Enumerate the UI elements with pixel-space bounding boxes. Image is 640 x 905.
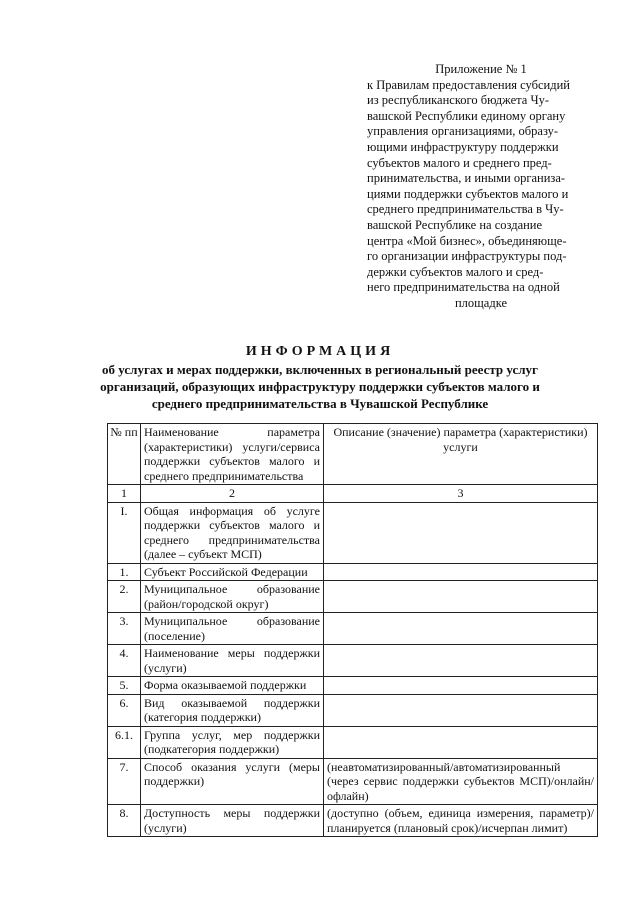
row-param: Доступность меры поддержки (услуги) [141,805,324,837]
col-number: 3 [324,485,598,503]
table-row [108,726,598,758]
header-desc: Описание (значение) параметра (характеристики) услуги [324,424,598,485]
document-title [100,343,540,412]
appendix-line: него предпринимательства на одной [367,280,560,295]
appendix-line: вашской Республике на создание [367,217,543,232]
header-param: Наименование параметра (характеристики) услуги/сервиса поддержки субъектов малого и среднего предпринимательства [141,424,324,485]
appendix-line: принимательства, и иными организа- [367,171,566,186]
appendix-line: из республиканского бюджета Чу- [367,93,549,108]
appendix-text [367,78,595,296]
row-desc [324,502,598,563]
appendix-line: циями поддержки субъектов малого и [367,186,569,201]
table-row [108,645,598,677]
table-row [108,502,598,563]
row-num: 5. [108,677,141,695]
row-desc [324,613,598,645]
table-row [108,805,598,837]
header-num: № пп [108,424,141,485]
row-num: 7. [108,758,141,805]
appendix-line: вашской Республики единому органу [367,108,566,123]
row-param: Муниципальное образование (район/городской округ) [141,581,324,613]
appendix-line: ющими инфраструктуру поддержки [367,139,559,154]
row-num: 1. [108,563,141,581]
row-desc [324,677,598,695]
appendix-block [367,62,595,312]
table-row [108,563,598,581]
row-num: 3. [108,613,141,645]
title-line: организаций, образующих инфраструктуру поддержки субъектов малого и [100,379,540,394]
row-num: 6. [108,694,141,726]
table-row [108,581,598,613]
row-desc [324,726,598,758]
row-desc [324,694,598,726]
title-line: среднего предпринимательства в Чувашской Республике [151,396,489,411]
title-main: ИНФОРМАЦИЯ [245,344,395,359]
row-desc: (неавтоматизированный/автоматизированный (через сервис поддержки субъектов МСП)/онлайн/офлайн) [324,758,598,805]
row-param: Муниципальное образование (поселение) [141,613,324,645]
row-num: 8. [108,805,141,837]
column-number-row [108,485,598,503]
appendix-line: держки субъектов малого и сред- [367,264,544,279]
appendix-line: управления организациями, образу- [367,124,559,139]
appendix-line: субъектов малого и среднего пред- [367,155,552,170]
row-num: 4. [108,645,141,677]
table-row [108,677,598,695]
row-num: 2. [108,581,141,613]
appendix-line: к Правилам предоставления субсидий [367,77,570,92]
info-table [107,423,598,837]
title-line: об услугах и мерах поддержки, включенных в региональный реестр услуг [102,362,538,377]
row-param: Общая информация об услуге поддержки субъектов малого и среднего предпринимательства (далее – субъект МСП) [141,502,324,563]
col-number: 2 [141,485,324,503]
row-num: I. [108,502,141,563]
appendix-number: Приложение № 1 [435,62,527,76]
row-param: Способ оказания услуги (меры поддержки) [141,758,324,805]
col-number: 1 [108,485,141,503]
row-param: Группа услуг, мер поддержки (подкатегория поддержки) [141,726,324,758]
row-desc: (доступно (объем, единица измерения, параметр)/планируется (плановый срок)/исчерпан лимит) [324,805,598,837]
row-param: Вид оказываемой поддержки (категория поддержки) [141,694,324,726]
appendix-line: го организации инфраструктуры под- [367,249,567,264]
appendix-line: центра «Мой бизнес», объединяюще- [367,233,567,248]
row-num: 6.1. [108,726,141,758]
table-row [108,694,598,726]
row-desc [324,581,598,613]
appendix-last-line: площадке [454,295,508,310]
table-header-row [108,424,598,485]
table-row [108,758,598,805]
row-param: Наименование меры поддержки (услуги) [141,645,324,677]
row-param: Форма оказываемой поддержки [141,677,324,695]
table-row [108,613,598,645]
appendix-line: среднего предпринимательства в Чу- [367,202,564,217]
row-desc [324,563,598,581]
row-param: Субъект Российской Федерации [141,563,324,581]
row-desc [324,645,598,677]
